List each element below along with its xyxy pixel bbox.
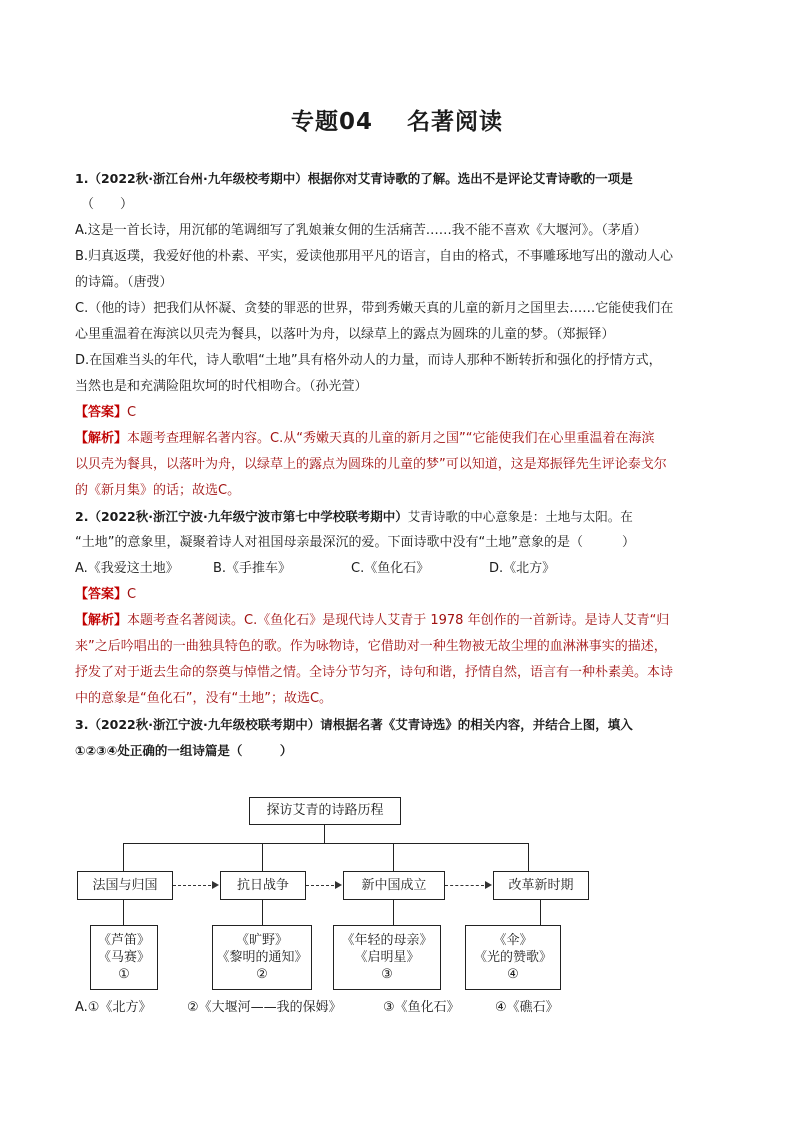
q2-answer-value: C [127,587,137,602]
root-connector [324,824,325,843]
q3-stem-line1: 3.（2022秋·浙江宁波·九年级校联考期中）请根据名著《艾青诗选》的相关内容，并结合上图，填入 [75,717,633,732]
stage-new-china: 新中国成立 [343,871,445,900]
poem-3b: 《启明星》 [354,950,420,965]
q1-option-a: A.这是一首长诗，用沉郁的笔调细写了乳娘兼女佣的生活痛苦……我不能不喜欢《大堰河》。（茅盾） [75,223,647,238]
branch-4 [528,843,529,871]
q2-stem-line1 [75,504,719,530]
stem-3 [393,899,394,925]
q1-option-d-line2: 当然也是和充满险阻坎坷的时代相吻合。（孙光萱） [75,379,368,394]
branch-3 [393,843,394,871]
q2-analysis-line3: 抒发了对于逝去生命的祭奠与悼惜之情。全诗分节匀齐，诗句和谐，抒情自然，语言有一种朴素美。本诗 [75,665,674,680]
q3-opt-a-4: ④《礁石》 [495,1000,559,1015]
q2-stem-line2: “土地”的意象里，凝聚着诗人对祖国母亲最深沉的爱。下面诗歌中没有“土地”意象的是（ ） [75,535,635,550]
q1-analysis-q1: “秀嫩天真的儿童的新月之国”“它能使我们在心里重温着在海滨 [296,431,655,446]
stage-france: 法国与归国 [77,871,173,900]
q2-stem1b: 艾青诗歌的中心意象是：土地与太阳。在 [407,509,633,524]
q1-option-c-line2: 心里重温着在海滨以贝壳为餐具，以落叶为舟，以绿草上的露点为圆珠的儿童的梦。（郑振铎） [75,327,615,342]
q1-analysis-q2: 以贝壳为餐具，以落叶为舟，以绿草上的露点为圆珠的儿童的梦” [75,457,446,472]
arrow-line-1 [173,885,211,886]
q2-answer-label: 【答案】 [75,587,128,602]
q1-analysis-a: 本题考查理解名著内容。C.从 [127,431,297,446]
q2-option-a: A.《我爱这土地》 [75,561,179,576]
poem-2-num: ② [256,967,268,982]
poem-1a: 《芦笛》 [97,933,150,948]
q3-opt-a-3: ③《鱼化石》 [383,1000,460,1015]
title-prefix: 专题04 [290,109,373,135]
q3-opt-a-1: A.①《北方》 [75,1000,152,1015]
q1-answer [75,400,719,426]
poems-box-4 [465,925,561,990]
q2-analysis-line1 [75,608,719,634]
q2-option-d: D.《北方》 [489,561,556,576]
poem-3-num: ③ [381,967,393,982]
document-body [75,166,719,764]
q2-analysis-l1: 本题考查名著阅读。C.《鱼化石》是现代诗人艾青于 1978 年创作的一首新诗。是诗人艾青“归 [127,613,670,628]
stem-1 [123,899,124,925]
q1-option-b-line1: B.归真返璞，我爱好他的朴素、平实，爱读他那用平凡的语言，自由的格式，不事雕琢地写出的激动人心 [75,249,674,264]
q1-paren: （ ） [81,197,134,212]
q1-stem: 1.（2022秋·浙江台州·九年级校考期中）根据你对艾青诗歌的了解。选出不是评论艾青诗歌的一项是 [75,171,633,186]
q1-option-b-line2: 的诗篇。（唐弢） [75,275,173,290]
arrow-head-2 [335,881,342,889]
arrow-head-1 [212,881,219,889]
q2-option-b: B.《手推车》 [213,561,292,576]
q3-opt-a-2: ②《大堰河——我的保姆》 [187,1000,342,1015]
diagram-root: 探访艾青的诗路历程 [249,797,401,825]
q2-analysis-line2: 来”之后吟唱出的一曲独具特色的歌。作为咏物诗，它借助对一种生物被无故尘埋的血淋淋事实的描述， [75,639,667,654]
arrow-line-2 [306,885,334,886]
q2-options [75,556,719,582]
q2-analysis-line4: 中的意象是“鱼化石”，没有“土地”；故选C。 [75,691,333,706]
poems-box-1 [90,925,158,990]
poem-2b: 《黎明的通知》 [216,950,308,965]
q1-analysis-line3: 的《新月集》的话；故选C。 [75,483,241,498]
poem-4-num: ④ [507,967,519,982]
arrow-line-3 [445,885,484,886]
poem-3a: 《年轻的母亲》 [341,933,433,948]
q2-analysis-label: 【解析】 [75,613,128,628]
branch-2 [262,843,263,871]
stage-reform: 改革新时期 [493,871,589,900]
branch-line [123,843,528,844]
poems-box-3 [333,925,441,990]
stem-2 [262,899,263,925]
q1-option-d-line1: D.在国难当头的年代，诗人歌唱“土地”具有格外动人的力量，而诗人那种不断转折和强化的抒情方式， [75,353,662,368]
branch-1 [123,843,124,871]
q2-stem1: 2.（2022秋·浙江宁波·九年级宁波市第七中学校联考期中） [75,509,408,524]
poems-box-2 [212,925,312,990]
q1-analysis-line2 [75,452,719,478]
q2-answer [75,582,719,608]
q1-analysis-b: 可以知道，这是郑振铎先生评论泰戈尔 [445,457,667,472]
q3-option-a [75,995,559,1021]
q1-answer-value: C [127,405,137,420]
poem-4b: 《光的赞歌》 [473,950,552,965]
stem-4 [540,899,541,925]
arrow-head-3 [485,881,492,889]
q1-answer-label: 【答案】 [75,405,128,420]
q1-option-c-line1: C.（他的诗）把我们从怀凝、贪婪的罪恶的世界，带到秀嫩天真的儿童的新月之国里去……它能使我们在 [75,301,674,316]
q1-analysis-label: 【解析】 [75,431,128,446]
poem-1b: 《马赛》 [97,950,150,965]
poem-2a: 《旷野》 [235,933,288,948]
poem-1-num: ① [118,967,130,982]
poem-4a: 《伞》 [493,933,533,948]
page-title [0,103,794,136]
poetry-journey-diagram [75,793,635,993]
q1-analysis-line1 [75,426,719,452]
title-main: 名著阅读 [407,109,503,135]
q3-stem-line2: ①②③④处正确的一组诗篇是（ ） [75,743,293,758]
stage-war: 抗日战争 [220,871,306,900]
q2-option-c: C.《鱼化石》 [351,561,430,576]
